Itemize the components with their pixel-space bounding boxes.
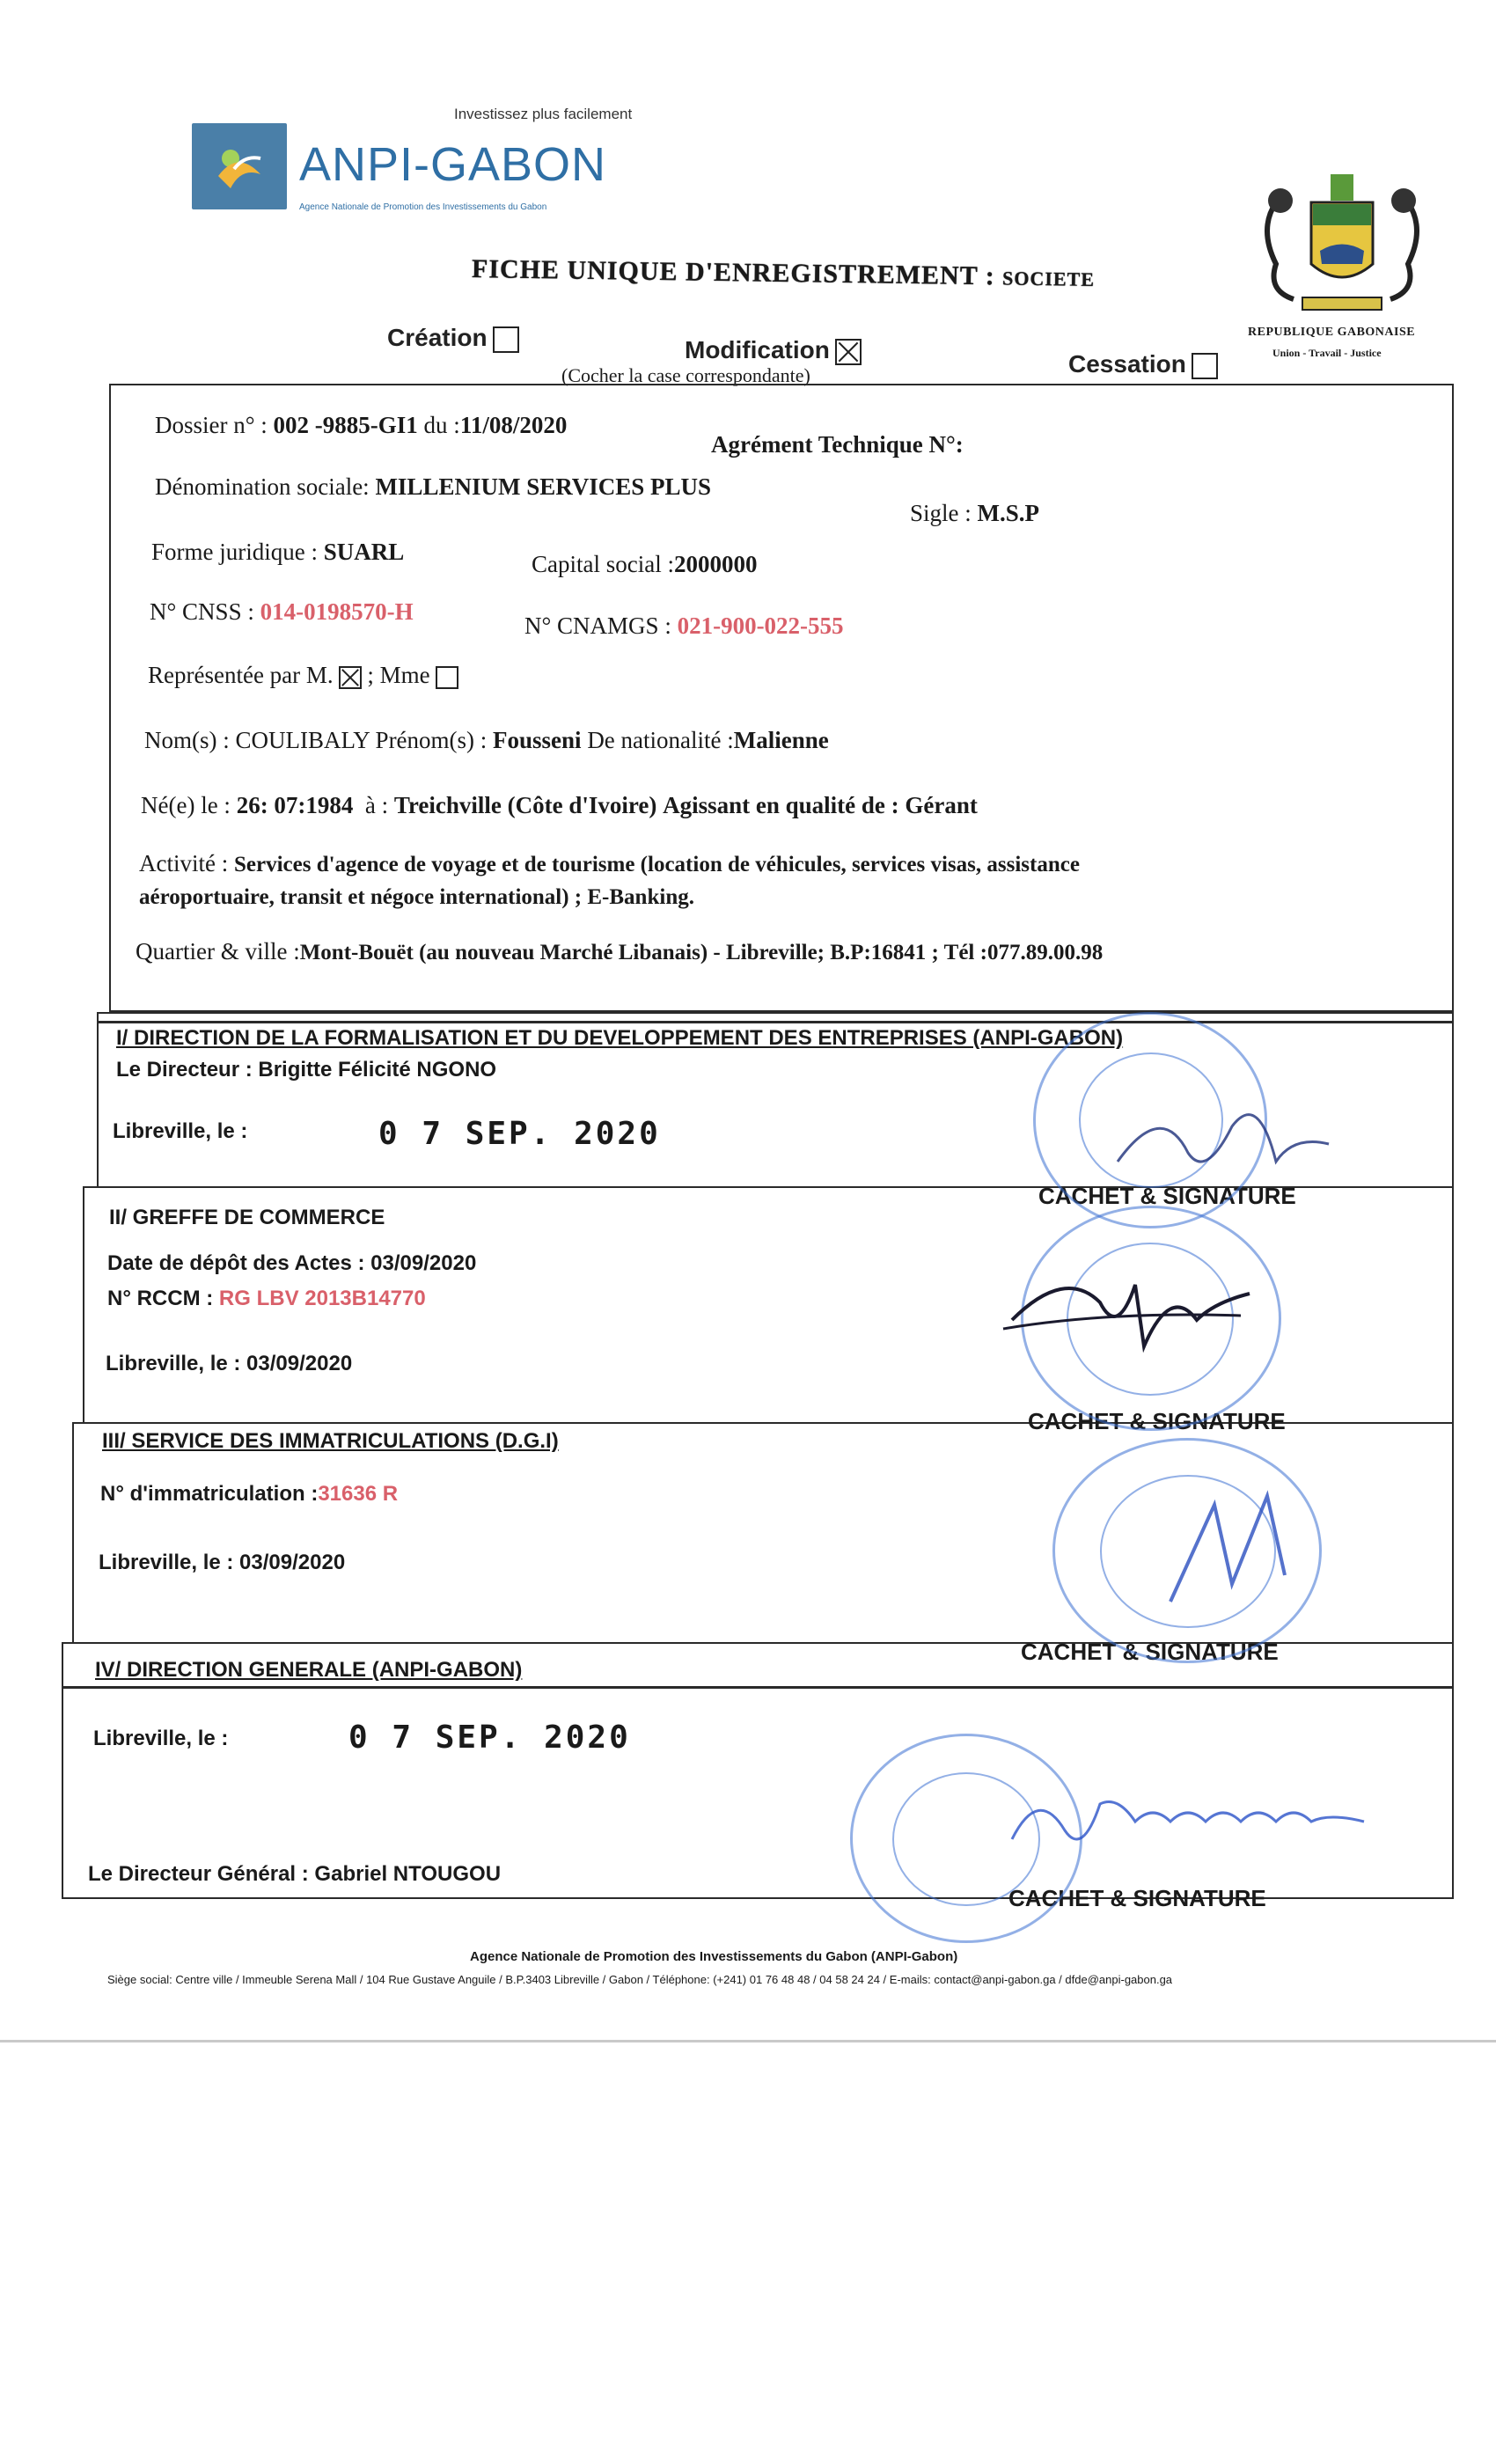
republique-label: REPUBLIQUE GABONAISE <box>1248 326 1416 339</box>
section-4-divider <box>62 1686 1454 1689</box>
option-creation[interactable] <box>387 324 519 353</box>
anpi-logo-mark <box>192 123 287 209</box>
option-creation-label: Création <box>387 324 488 351</box>
m-checkbox[interactable] <box>339 666 362 689</box>
denomination-value: MILLENIUM SERVICES PLUS <box>375 473 712 500</box>
option-modification[interactable] <box>685 336 862 365</box>
activite-row <box>139 850 1415 877</box>
m-label: M. <box>305 662 334 688</box>
mme-checkbox[interactable] <box>436 666 458 689</box>
forme-row <box>151 539 404 566</box>
signature-3-icon <box>1153 1478 1311 1619</box>
option-cessation-label: Cessation <box>1068 350 1186 378</box>
lieu-value: Treichville (Côte d'Ivoire) <box>393 792 657 818</box>
signature-2-icon <box>994 1250 1258 1364</box>
coat-of-arms-icon <box>1250 167 1434 317</box>
dossier-value: 002 -9885-GI1 <box>273 412 418 438</box>
capital-label: Capital social : <box>532 551 674 577</box>
footer-line-2: Siège social: Centre ville / Immeuble Serena Mall / 104 Rue Gustave Anguile / B.P.3403 Libreville / Gabon / Téléphone: (+241) 01 76 48 48 / 04 58 24 24 / E-mails: contact@anpi-gabon.ga / dfde@anpi-gabon.ga <box>107 1973 1173 1986</box>
check-instruction: (Cocher la case correspondante) <box>561 364 810 386</box>
prenom-label: Prénom(s) : <box>375 727 488 753</box>
page-edge <box>0 2040 1496 2042</box>
prenom-value: Fousseni <box>493 727 582 753</box>
modification-checkbox[interactable] <box>835 339 862 365</box>
nom-label: Nom(s) : <box>144 727 230 753</box>
section-3-immat-row <box>100 1482 398 1507</box>
section-3-cachet: CACHET & SIGNATURE <box>1021 1639 1279 1665</box>
dossier-label: Dossier n° : <box>155 412 268 438</box>
ne-value: 26: 07:1984 <box>236 792 354 818</box>
logo-subtitle: Agence Nationale de Promotion des Investissements du Gabon <box>299 202 547 212</box>
dossier-date-label: du : <box>423 412 460 438</box>
document-title-main: FICHE UNIQUE D'ENREGISTREMENT : <box>471 254 995 291</box>
cnamgs-value: 021-900-022-555 <box>677 612 844 639</box>
dossier-date: 11/08/2020 <box>459 412 568 438</box>
section-1-title: I/ DIRECTION DE LA FORMALISATION ET DU DEVELOPPEMENT DES ENTREPRISES (ANPI-GABON) <box>116 1026 1124 1050</box>
activite-line2: aéroportuaire, transit et négoce international) ; E-Banking. <box>139 885 694 909</box>
section-2-rccm-row <box>107 1287 426 1311</box>
qualite-value: Gérant <box>905 792 978 818</box>
section-1-cachet: CACHET & SIGNATURE <box>1038 1183 1296 1209</box>
cnss-value: 014-0198570-H <box>260 598 414 625</box>
dossier-row <box>155 412 567 439</box>
section-2-cachet: CACHET & SIGNATURE <box>1028 1408 1286 1434</box>
ne-label: Né(e) le : <box>141 792 231 818</box>
adresse-label: Quartier & ville : <box>136 938 300 964</box>
qualite-label: Agissant en qualité de : <box>663 792 899 818</box>
represente-label: Représentée par <box>148 662 301 688</box>
cnss-label: N° CNSS : <box>150 598 254 625</box>
section-2-depot: Date de dépôt des Actes : 03/09/2020 <box>107 1251 477 1275</box>
devise-label: Union - Travail - Justice <box>1272 347 1382 359</box>
document-title <box>472 254 1095 293</box>
logo-tagline: Investissez plus facilement <box>454 106 633 122</box>
identity-row <box>144 727 829 754</box>
nationalite-value: Malienne <box>733 727 829 753</box>
sigle-value: M.S.P <box>977 500 1040 526</box>
cessation-checkbox[interactable] <box>1192 353 1218 379</box>
leaf-icon <box>192 123 287 209</box>
creation-checkbox[interactable] <box>493 326 519 353</box>
lieu-label: à : <box>364 792 389 818</box>
option-modification-label: Modification <box>685 336 830 363</box>
section-1-divider <box>97 1021 1454 1023</box>
naissance-row <box>141 792 978 819</box>
section-1-place: Libreville, le : <box>113 1119 248 1143</box>
footer-line-1: Agence Nationale de Promotion des Investissements du Gabon (ANPI-Gabon) <box>470 1949 958 1964</box>
signature-4-icon <box>1003 1769 1373 1866</box>
section-3-title: III/ SERVICE DES IMMATRICULATIONS (D.G.I) <box>102 1429 559 1453</box>
rccm-label: N° RCCM : <box>107 1287 214 1310</box>
immat-label: N° d'immatriculation : <box>100 1482 319 1506</box>
nom-value: COULIBALY <box>235 727 370 753</box>
cnss-row <box>150 598 414 626</box>
denomination-label: Dénomination sociale: <box>155 473 370 500</box>
logo-title: ANPI-GABON <box>299 138 607 191</box>
document-title-suffix: SOCIETE <box>1001 267 1096 290</box>
section-4-title: IV/ DIRECTION GENERALE (ANPI-GABON) <box>95 1658 523 1682</box>
sigle-label: Sigle : <box>910 500 972 526</box>
nationalite-label: De nationalité : <box>587 727 734 753</box>
mme-label: ; Mme <box>367 662 430 688</box>
agrement-label: Agrément Technique N°: <box>711 431 964 458</box>
forme-value: SUARL <box>323 539 405 565</box>
immat-value: 31636 R <box>318 1482 399 1506</box>
activite-label: Activité : <box>139 850 229 876</box>
cnamgs-label: N° CNAMGS : <box>524 612 671 639</box>
option-cessation[interactable] <box>1068 350 1218 379</box>
sigle-row <box>910 500 1039 527</box>
adresse-row <box>136 938 1103 965</box>
capital-row <box>532 551 757 578</box>
adresse-value: Mont-Bouët (au nouveau Marché Libanais) - Libreville; B.P:16841 ; Tél :077.89.00.98 <box>299 941 1104 964</box>
section-2-title: II/ GREFFE DE COMMERCE <box>109 1206 385 1229</box>
section-4-director: Le Directeur Général : Gabriel NTOUGOU <box>88 1862 502 1886</box>
section-2-place-date: Libreville, le : 03/09/2020 <box>106 1352 353 1375</box>
represente-row <box>148 662 458 689</box>
signature-1-icon <box>1109 1082 1338 1188</box>
section-1-director: Le Directeur : Brigitte Félicité NGONO <box>116 1058 497 1082</box>
section-4-cachet: CACHET & SIGNATURE <box>1008 1885 1266 1911</box>
denomination-row <box>155 473 711 501</box>
forme-label: Forme juridique : <box>151 539 318 565</box>
cnamgs-row <box>524 612 844 640</box>
section-4-place: Libreville, le : <box>93 1727 229 1750</box>
activite-line1: Services d'agence de voyage et de tourisme (location de véhicules, services visas, assistance <box>233 853 1080 876</box>
capital-value: 2000000 <box>673 551 758 577</box>
rccm-value: RG LBV 2013B14770 <box>218 1287 426 1310</box>
section-1-date-stamp: 0 7 SEP. 2020 <box>378 1116 661 1152</box>
section-4-date-stamp: 0 7 SEP. 2020 <box>348 1720 631 1756</box>
section-3-place-date: Libreville, le : 03/09/2020 <box>99 1551 346 1574</box>
